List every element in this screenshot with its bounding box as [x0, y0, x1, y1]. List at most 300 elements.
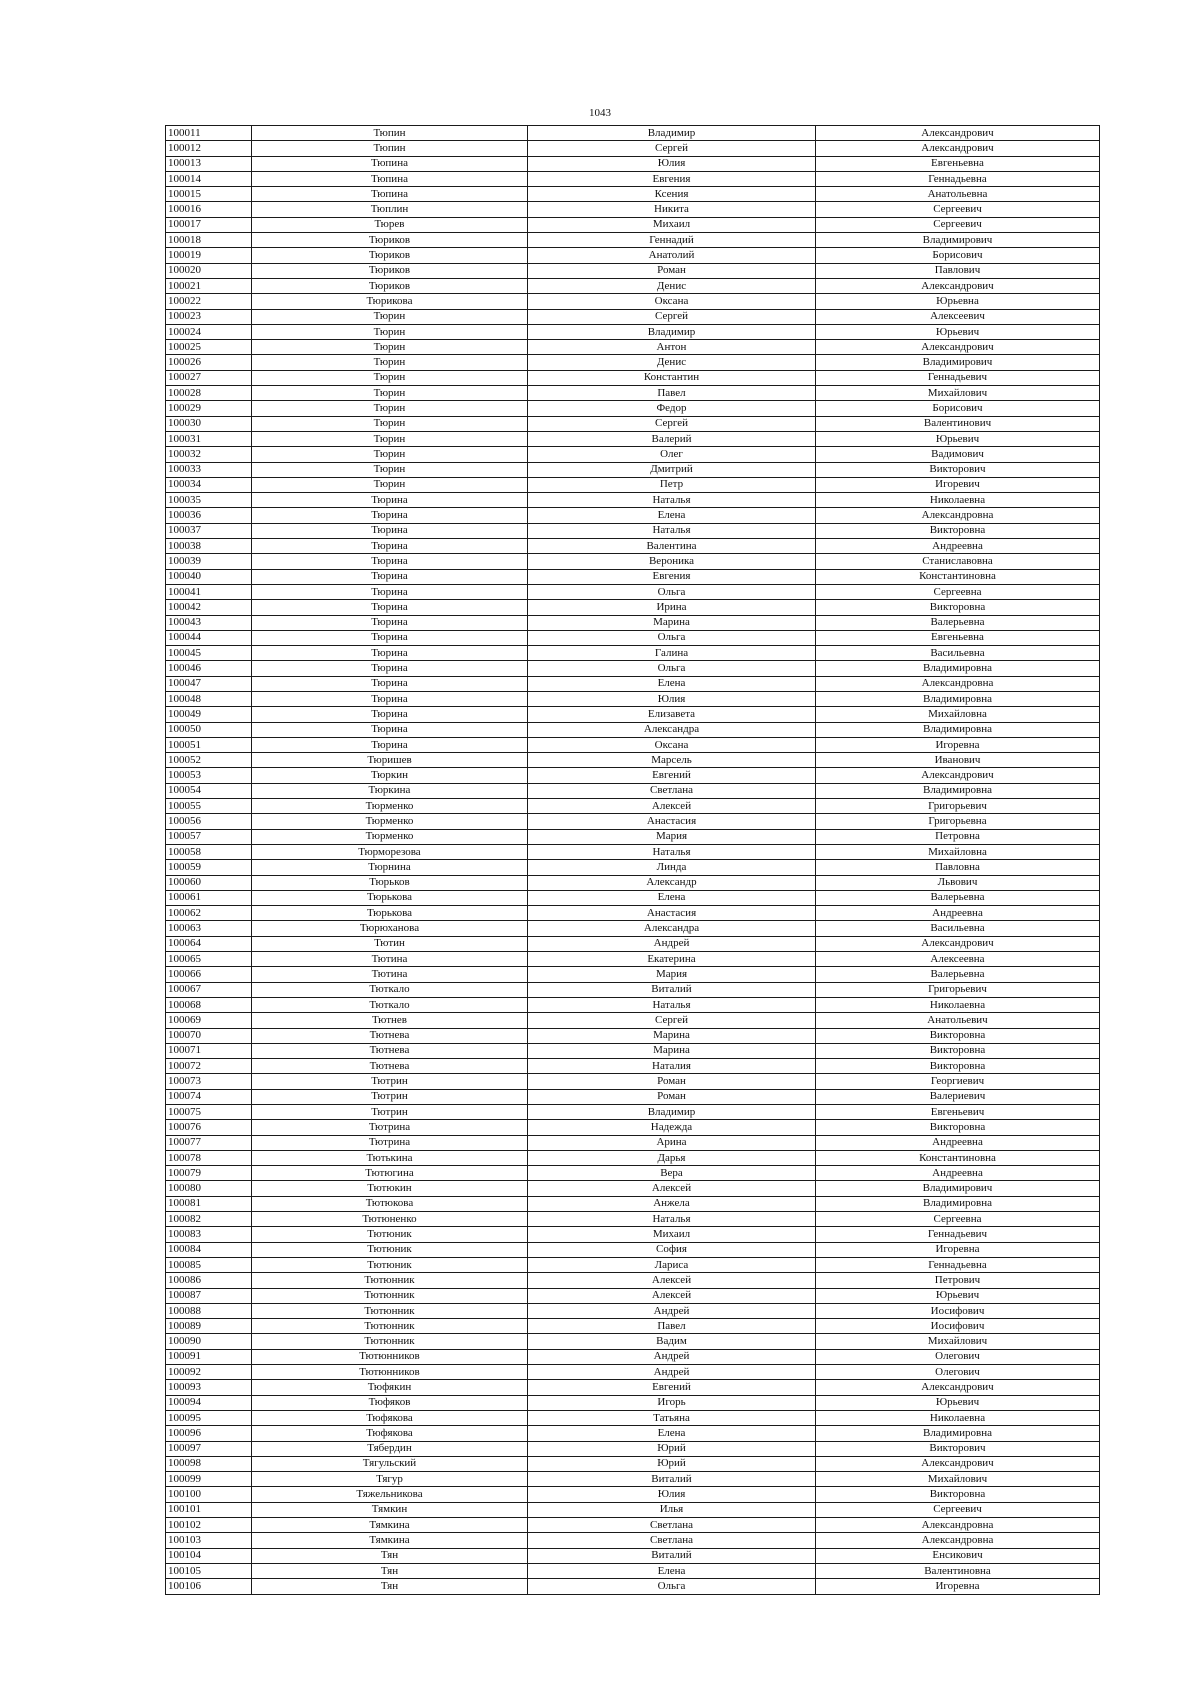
- patronymic-cell: Михайловна: [816, 844, 1100, 859]
- record-number-cell: 100058: [166, 844, 252, 859]
- record-number-cell: 100096: [166, 1426, 252, 1441]
- patronymic-cell: Владимирович: [816, 1181, 1100, 1196]
- table-row: [166, 156, 1100, 171]
- record-number-cell: 100066: [166, 967, 252, 982]
- first-name-cell: Наталья: [528, 1212, 816, 1227]
- first-name-cell: Юрий: [528, 1456, 816, 1471]
- record-number-cell: 100032: [166, 447, 252, 462]
- surname-cell: Тюрина: [252, 615, 528, 630]
- record-number-cell: 100088: [166, 1303, 252, 1318]
- record-number-cell: 100018: [166, 233, 252, 248]
- patronymic-cell: Енсикович: [816, 1548, 1100, 1563]
- patronymic-cell: Александровна: [816, 1518, 1100, 1533]
- surname-cell: Тютина: [252, 952, 528, 967]
- table-row: [166, 569, 1100, 584]
- first-name-cell: Денис: [528, 355, 816, 370]
- patronymic-cell: Викторович: [816, 462, 1100, 477]
- first-name-cell: Ксения: [528, 187, 816, 202]
- table-row: [166, 1196, 1100, 1211]
- first-name-cell: Валентина: [528, 539, 816, 554]
- first-name-cell: Петр: [528, 477, 816, 492]
- patronymic-cell: Викторовна: [816, 1059, 1100, 1074]
- surname-cell: Тюрин: [252, 324, 528, 339]
- first-name-cell: Оксана: [528, 294, 816, 309]
- surname-cell: Тютюкин: [252, 1181, 528, 1196]
- surname-cell: Тюрин: [252, 401, 528, 416]
- first-name-cell: Андрей: [528, 1303, 816, 1318]
- table-row: [166, 967, 1100, 982]
- patronymic-cell: Александрович: [816, 936, 1100, 951]
- first-name-cell: Арина: [528, 1135, 816, 1150]
- surname-cell: Тюфякова: [252, 1426, 528, 1441]
- table-row: [166, 401, 1100, 416]
- table-row: [166, 1135, 1100, 1150]
- first-name-cell: Валерий: [528, 431, 816, 446]
- record-number-cell: 100060: [166, 875, 252, 890]
- surname-cell: Тюрина: [252, 600, 528, 615]
- record-number-cell: 100022: [166, 294, 252, 309]
- surname-cell: Тюрин: [252, 477, 528, 492]
- record-number-cell: 100055: [166, 799, 252, 814]
- table-row: [166, 1380, 1100, 1395]
- patronymic-cell: Геннадьевна: [816, 171, 1100, 186]
- table-row: [166, 676, 1100, 691]
- patronymic-cell: Игоревич: [816, 477, 1100, 492]
- first-name-cell: Владимир: [528, 126, 816, 141]
- surname-cell: Тюфякин: [252, 1380, 528, 1395]
- table-row: [166, 1579, 1100, 1594]
- table-row: [166, 431, 1100, 446]
- table-row: [166, 1303, 1100, 1318]
- record-number-cell: 100086: [166, 1273, 252, 1288]
- surname-cell: Тютюник: [252, 1227, 528, 1242]
- patronymic-cell: Иванович: [816, 753, 1100, 768]
- record-number-cell: 100033: [166, 462, 252, 477]
- patronymic-cell: Викторовна: [816, 1028, 1100, 1043]
- first-name-cell: Евгения: [528, 171, 816, 186]
- table-row: [166, 600, 1100, 615]
- surname-cell: Тюришев: [252, 753, 528, 768]
- record-number-cell: 100061: [166, 890, 252, 905]
- record-number-cell: 100052: [166, 753, 252, 768]
- surname-cell: Тюрин: [252, 309, 528, 324]
- table-row: [166, 1028, 1100, 1043]
- first-name-cell: Анастасия: [528, 906, 816, 921]
- first-name-cell: Елена: [528, 1563, 816, 1578]
- record-number-cell: 100074: [166, 1089, 252, 1104]
- patronymic-cell: Валентиновна: [816, 1563, 1100, 1578]
- record-number-cell: 100030: [166, 416, 252, 431]
- record-number-cell: 100072: [166, 1059, 252, 1074]
- surname-cell: Тяжельникова: [252, 1487, 528, 1502]
- table-row: [166, 1319, 1100, 1334]
- record-number-cell: 100094: [166, 1395, 252, 1410]
- table-row: [166, 737, 1100, 752]
- record-number-cell: 100069: [166, 1013, 252, 1028]
- page-number: 1043: [589, 107, 611, 119]
- first-name-cell: Анастасия: [528, 814, 816, 829]
- record-number-cell: 100034: [166, 477, 252, 492]
- table-row: [166, 202, 1100, 217]
- record-number-cell: 100073: [166, 1074, 252, 1089]
- surname-cell: Тюфяков: [252, 1395, 528, 1410]
- patronymic-cell: Александрович: [816, 340, 1100, 355]
- patronymic-cell: Андреевна: [816, 1166, 1100, 1181]
- surname-cell: Тюткало: [252, 997, 528, 1012]
- surname-cell: Тютрин: [252, 1089, 528, 1104]
- record-number-cell: 100016: [166, 202, 252, 217]
- patronymic-cell: Юрьевна: [816, 294, 1100, 309]
- record-number-cell: 100102: [166, 1518, 252, 1533]
- surname-cell: Тютнева: [252, 1043, 528, 1058]
- surname-cell: Тюрморезова: [252, 844, 528, 859]
- patronymic-cell: Игоревна: [816, 1242, 1100, 1257]
- surname-cell: Тютюнник: [252, 1273, 528, 1288]
- surname-cell: Тютрин: [252, 1074, 528, 1089]
- surname-cell: Тюриков: [252, 263, 528, 278]
- surname-cell: Тюрьков: [252, 875, 528, 890]
- first-name-cell: Дмитрий: [528, 462, 816, 477]
- patronymic-cell: Игоревна: [816, 1579, 1100, 1594]
- surname-cell: Тюрина: [252, 539, 528, 554]
- table-row: [166, 646, 1100, 661]
- patronymic-cell: Владимировна: [816, 1196, 1100, 1211]
- surname-cell: Тютюнник: [252, 1319, 528, 1334]
- record-number-cell: 100062: [166, 906, 252, 921]
- patronymic-cell: Андреевна: [816, 906, 1100, 921]
- record-number-cell: 100019: [166, 248, 252, 263]
- surname-cell: Тютрин: [252, 1105, 528, 1120]
- patronymic-cell: Сергеевна: [816, 584, 1100, 599]
- registry-table: [165, 125, 1100, 1595]
- table-row: [166, 171, 1100, 186]
- surname-cell: Тютькина: [252, 1150, 528, 1165]
- record-number-cell: 100059: [166, 860, 252, 875]
- record-number-cell: 100017: [166, 217, 252, 232]
- record-number-cell: 100079: [166, 1166, 252, 1181]
- first-name-cell: Елизавета: [528, 707, 816, 722]
- surname-cell: Тюпин: [252, 141, 528, 156]
- surname-cell: Тюрменко: [252, 799, 528, 814]
- first-name-cell: Елена: [528, 1426, 816, 1441]
- patronymic-cell: Евгеньевна: [816, 630, 1100, 645]
- first-name-cell: Марина: [528, 1028, 816, 1043]
- first-name-cell: Андрей: [528, 1349, 816, 1364]
- table-row: [166, 1502, 1100, 1517]
- table-row: [166, 217, 1100, 232]
- first-name-cell: Дарья: [528, 1150, 816, 1165]
- first-name-cell: Владимир: [528, 1105, 816, 1120]
- surname-cell: Тютюгина: [252, 1166, 528, 1181]
- patronymic-cell: Владимировна: [816, 1426, 1100, 1441]
- surname-cell: Тюрина: [252, 630, 528, 645]
- surname-cell: Тютин: [252, 936, 528, 951]
- record-number-cell: 100053: [166, 768, 252, 783]
- surname-cell: Тягульский: [252, 1456, 528, 1471]
- first-name-cell: Алексей: [528, 1288, 816, 1303]
- surname-cell: Тюрев: [252, 217, 528, 232]
- table-row: [166, 630, 1100, 645]
- patronymic-cell: Викторовна: [816, 600, 1100, 615]
- record-number-cell: 100050: [166, 722, 252, 737]
- record-number-cell: 100013: [166, 156, 252, 171]
- patronymic-cell: Алексеевна: [816, 952, 1100, 967]
- table-row: [166, 1227, 1100, 1242]
- table-row: [166, 416, 1100, 431]
- record-number-cell: 100082: [166, 1212, 252, 1227]
- patronymic-cell: Юрьевич: [816, 1395, 1100, 1410]
- first-name-cell: Светлана: [528, 1533, 816, 1548]
- first-name-cell: Роман: [528, 263, 816, 278]
- record-number-cell: 100071: [166, 1043, 252, 1058]
- first-name-cell: Вероника: [528, 554, 816, 569]
- first-name-cell: Алексей: [528, 1181, 816, 1196]
- table-row: [166, 906, 1100, 921]
- table-row: [166, 615, 1100, 630]
- surname-cell: Тюпина: [252, 187, 528, 202]
- table-row: [166, 707, 1100, 722]
- patronymic-cell: Павловна: [816, 860, 1100, 875]
- table-row: [166, 1059, 1100, 1074]
- surname-cell: Тюриков: [252, 278, 528, 293]
- patronymic-cell: Сергеевна: [816, 1212, 1100, 1227]
- patronymic-cell: Петрович: [816, 1273, 1100, 1288]
- patronymic-cell: Григорьевич: [816, 799, 1100, 814]
- record-number-cell: 100064: [166, 936, 252, 951]
- first-name-cell: Сергей: [528, 416, 816, 431]
- record-number-cell: 100078: [166, 1150, 252, 1165]
- patronymic-cell: Александрович: [816, 1456, 1100, 1471]
- record-number-cell: 100099: [166, 1472, 252, 1487]
- first-name-cell: Константин: [528, 370, 816, 385]
- surname-cell: Тюрин: [252, 370, 528, 385]
- surname-cell: Тюпина: [252, 171, 528, 186]
- surname-cell: Тютюкова: [252, 1196, 528, 1211]
- first-name-cell: Сергей: [528, 309, 816, 324]
- record-number-cell: 100067: [166, 982, 252, 997]
- table-row: [166, 1212, 1100, 1227]
- patronymic-cell: Сергеевич: [816, 1502, 1100, 1517]
- first-name-cell: Вадим: [528, 1334, 816, 1349]
- first-name-cell: Виталий: [528, 982, 816, 997]
- surname-cell: Тян: [252, 1563, 528, 1578]
- first-name-cell: Наталия: [528, 1059, 816, 1074]
- table-row: [166, 1441, 1100, 1456]
- record-number-cell: 100036: [166, 508, 252, 523]
- patronymic-cell: Геннадьевич: [816, 370, 1100, 385]
- patronymic-cell: Евгеньевич: [816, 1105, 1100, 1120]
- patronymic-cell: Анатольевна: [816, 187, 1100, 202]
- surname-cell: Тютюнник: [252, 1303, 528, 1318]
- table-row: [166, 1472, 1100, 1487]
- record-number-cell: 100035: [166, 493, 252, 508]
- first-name-cell: Виталий: [528, 1472, 816, 1487]
- patronymic-cell: Михайловна: [816, 707, 1100, 722]
- table-row: [166, 783, 1100, 798]
- record-number-cell: 100014: [166, 171, 252, 186]
- record-number-cell: 100103: [166, 1533, 252, 1548]
- table-row: [166, 1089, 1100, 1104]
- record-number-cell: 100011: [166, 126, 252, 141]
- surname-cell: Тюрина: [252, 722, 528, 737]
- record-number-cell: 100040: [166, 569, 252, 584]
- record-number-cell: 100105: [166, 1563, 252, 1578]
- table-row: [166, 1456, 1100, 1471]
- surname-cell: Тюрькова: [252, 890, 528, 905]
- table-row: [166, 1548, 1100, 1563]
- table-row: [166, 1410, 1100, 1425]
- table-row: [166, 1349, 1100, 1364]
- surname-cell: Тюрина: [252, 691, 528, 706]
- table-row: [166, 493, 1100, 508]
- surname-cell: Тямкин: [252, 1502, 528, 1517]
- first-name-cell: Линда: [528, 860, 816, 875]
- first-name-cell: Алексей: [528, 1273, 816, 1288]
- first-name-cell: Владимир: [528, 324, 816, 339]
- record-number-cell: 100092: [166, 1365, 252, 1380]
- surname-cell: Тютюнников: [252, 1365, 528, 1380]
- first-name-cell: Лариса: [528, 1257, 816, 1272]
- patronymic-cell: Геннадьевна: [816, 1257, 1100, 1272]
- first-name-cell: Юлия: [528, 1487, 816, 1502]
- patronymic-cell: Юрьевич: [816, 431, 1100, 446]
- record-number-cell: 100081: [166, 1196, 252, 1211]
- surname-cell: Тюрина: [252, 584, 528, 599]
- first-name-cell: Ольга: [528, 584, 816, 599]
- record-number-cell: 100015: [166, 187, 252, 202]
- first-name-cell: Павел: [528, 386, 816, 401]
- table-row: [166, 1533, 1100, 1548]
- surname-cell: Тюрина: [252, 646, 528, 661]
- surname-cell: Тюрюханова: [252, 921, 528, 936]
- surname-cell: Тюрменко: [252, 829, 528, 844]
- table-row: [166, 829, 1100, 844]
- table-row: [166, 539, 1100, 554]
- record-number-cell: 100084: [166, 1242, 252, 1257]
- record-number-cell: 100077: [166, 1135, 252, 1150]
- first-name-cell: Наталья: [528, 844, 816, 859]
- surname-cell: Тябердин: [252, 1441, 528, 1456]
- surname-cell: Тюрменко: [252, 814, 528, 829]
- patronymic-cell: Валерьевна: [816, 890, 1100, 905]
- first-name-cell: Алексей: [528, 799, 816, 814]
- patronymic-cell: Алексеевич: [816, 309, 1100, 324]
- surname-cell: Тюрина: [252, 707, 528, 722]
- table-row: [166, 1181, 1100, 1196]
- first-name-cell: Евгений: [528, 768, 816, 783]
- first-name-cell: Наталья: [528, 493, 816, 508]
- table-row: [166, 890, 1100, 905]
- patronymic-cell: Борисович: [816, 401, 1100, 416]
- first-name-cell: Евгения: [528, 569, 816, 584]
- table-row: [166, 340, 1100, 355]
- surname-cell: Тюркин: [252, 768, 528, 783]
- table-row: [166, 722, 1100, 737]
- record-number-cell: 100065: [166, 952, 252, 967]
- surname-cell: Тюрикова: [252, 294, 528, 309]
- record-number-cell: 100083: [166, 1227, 252, 1242]
- table-row: [166, 263, 1100, 278]
- table-row: [166, 1426, 1100, 1441]
- record-number-cell: 100044: [166, 630, 252, 645]
- patronymic-cell: Валентинович: [816, 416, 1100, 431]
- table-row: [166, 1120, 1100, 1135]
- table-row: [166, 1105, 1100, 1120]
- table-row: [166, 844, 1100, 859]
- patronymic-cell: Александрович: [816, 126, 1100, 141]
- table-row: [166, 187, 1100, 202]
- first-name-cell: Александра: [528, 722, 816, 737]
- table-row: [166, 814, 1100, 829]
- patronymic-cell: Викторовна: [816, 1043, 1100, 1058]
- table-row: [166, 1242, 1100, 1257]
- surname-cell: Тюрин: [252, 431, 528, 446]
- first-name-cell: Вера: [528, 1166, 816, 1181]
- patronymic-cell: Константиновна: [816, 569, 1100, 584]
- record-number-cell: 100100: [166, 1487, 252, 1502]
- table-row: [166, 982, 1100, 997]
- patronymic-cell: Сергеевич: [816, 217, 1100, 232]
- table-row: [166, 1563, 1100, 1578]
- patronymic-cell: Александрович: [816, 1380, 1100, 1395]
- record-number-cell: 100045: [166, 646, 252, 661]
- surname-cell: Тян: [252, 1579, 528, 1594]
- table-row: [166, 952, 1100, 967]
- table-row: [166, 309, 1100, 324]
- table-row: [166, 1395, 1100, 1410]
- patronymic-cell: Александрович: [816, 278, 1100, 293]
- first-name-cell: Александр: [528, 875, 816, 890]
- table-row: [166, 799, 1100, 814]
- surname-cell: Тюрин: [252, 355, 528, 370]
- patronymic-cell: Викторовна: [816, 1487, 1100, 1502]
- first-name-cell: Михаил: [528, 1227, 816, 1242]
- patronymic-cell: Владимировна: [816, 661, 1100, 676]
- first-name-cell: Наталья: [528, 523, 816, 538]
- record-number-cell: 100051: [166, 737, 252, 752]
- patronymic-cell: Владимировна: [816, 722, 1100, 737]
- record-number-cell: 100024: [166, 324, 252, 339]
- patronymic-cell: Григорьевна: [816, 814, 1100, 829]
- surname-cell: Тютюнник: [252, 1334, 528, 1349]
- first-name-cell: Олег: [528, 447, 816, 462]
- table-row: [166, 1013, 1100, 1028]
- record-number-cell: 100098: [166, 1456, 252, 1471]
- record-number-cell: 100076: [166, 1120, 252, 1135]
- table-row: [166, 1166, 1100, 1181]
- record-number-cell: 100048: [166, 691, 252, 706]
- patronymic-cell: Олегович: [816, 1365, 1100, 1380]
- patronymic-cell: Георгиевич: [816, 1074, 1100, 1089]
- surname-cell: Тютюник: [252, 1257, 528, 1272]
- record-number-cell: 100026: [166, 355, 252, 370]
- first-name-cell: Сергей: [528, 141, 816, 156]
- record-number-cell: 100049: [166, 707, 252, 722]
- patronymic-cell: Владимирович: [816, 355, 1100, 370]
- patronymic-cell: Вадимович: [816, 447, 1100, 462]
- record-number-cell: 100063: [166, 921, 252, 936]
- patronymic-cell: Евгеньевна: [816, 156, 1100, 171]
- surname-cell: Тямкина: [252, 1518, 528, 1533]
- surname-cell: Тюрина: [252, 508, 528, 523]
- surname-cell: Тюрина: [252, 676, 528, 691]
- record-number-cell: 100056: [166, 814, 252, 829]
- first-name-cell: Мария: [528, 967, 816, 982]
- surname-cell: Тютрина: [252, 1135, 528, 1150]
- surname-cell: Тютнева: [252, 1028, 528, 1043]
- patronymic-cell: Николаевна: [816, 997, 1100, 1012]
- first-name-cell: Никита: [528, 202, 816, 217]
